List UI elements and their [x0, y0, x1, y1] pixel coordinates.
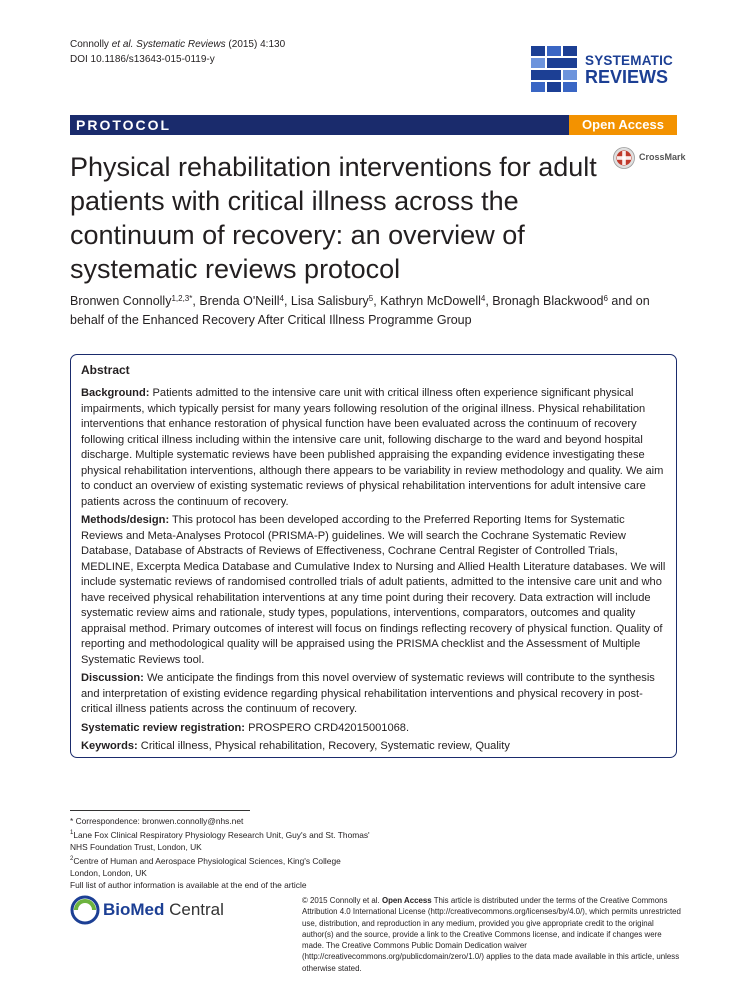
- license-lead: © 2015 Connolly et al.: [302, 896, 382, 905]
- biomed-logo-icon: [70, 895, 100, 925]
- doi-link[interactable]: DOI 10.1186/s13643-015-0119-y: [70, 54, 215, 65]
- background-label: Background:: [81, 387, 150, 399]
- license-text: [302, 895, 682, 974]
- citation-volume: (2015) 4:130: [228, 39, 286, 50]
- citation-etal: et al.: [111, 39, 134, 50]
- biomed-central-logo[interactable]: [70, 893, 230, 927]
- author-info-note: Full list of author information is available at the end of the article: [70, 879, 307, 890]
- affiliation-1: $^1$Lane Fox Clinical Respiratory Physiology Research Unit, Guy's and St. Thomas' NHS Foundation Trust, London, UK: [70, 829, 370, 852]
- crossmark-badge[interactable]: [613, 145, 688, 171]
- license-body: This article is distributed under the terms of the Creative Commons Attribution 4.0 International License (http://creativecommons.org/licenses/by/4.0/), which permits unrestricted use, distribution, and reproduction in any medium, provided you give appropriate credit to the original author(s) and the source, provide a link to the Creative Commons license, and indicate if changes were made. The Creative Commons Public Domain Dedication waiver (http://creativecommons.org/publicdomain/zero/1.0/) applies to the data made available in this article, unless otherwise stated.: [302, 896, 681, 973]
- keywords-text: Critical illness, Physical rehabilitation, Recovery, Systematic review, Quality: [137, 740, 510, 752]
- journal-logo-line1: SYSTEMATIC: [585, 53, 674, 68]
- background-text: Patients admitted to the intensive care unit with critical illness often experience significant physical impairments, which typically persist for many years following resolution of the original illness. Physical rehabilitation interventions that enhance restoration of physical function have been evaluated across the continuum of recovery following critical illness including within the intensive care unit, following discharge to the ward and beyond hospital discharge. Multiple systematic reviews have been published appraising the expanding evidence investigating these physical rehabilitation interventions, although there appears to be variability in review methodology and quality. We aim to conduct an overview of existing systematic reviews of physical rehabilitation interventions for adult intensive care patients across the continuum of recovery.: [81, 387, 664, 508]
- license-open-access-label: Open Access: [381, 896, 432, 905]
- citation-journal: Systematic Reviews: [136, 39, 226, 50]
- methods-text: This protocol has been developed according to the Preferred Reporting Items for Systematic Reviews and Meta-Analyses Protocol (PRISMA-P) guidelines. We will search the Cochrane Systematic Review Database, Database of Abstracts of Reviews of Effectiveness, Cochrane Central Register of Controlled Trials, MEDLINE, Excerpta Medica Database and Cumulative Index to Nursing and Allied Health Literature databases. We will include systematic reviews of randomised controlled trials of adult patients, admitted to the intensive care unit and who have received physical rehabilitation interventions at any time point during their recovery. Data extraction will include systematic review aims and rationale, study types, populations, interventions, comparators, outcomes and quality appraisal method. Primary outcomes of interest will focus on findings reflecting recovery of physical function. Quality of reporting and methodological quality will be appraised using the PRISMA checklist and the Assessment of Multiple Systematic Reviews tool.: [81, 514, 666, 666]
- abstract-discussion: [81, 671, 666, 718]
- correspondence-email[interactable]: * Correspondence: bronwen.connolly@nhs.net: [70, 816, 244, 826]
- author[interactable]: Lisa Salisbury$^5$: [290, 294, 374, 308]
- registration-label: Systematic review registration:: [81, 721, 246, 734]
- discussion-label: Discussion:: [81, 672, 144, 684]
- author[interactable]: Brenda O'Neill$^4$: [199, 294, 284, 308]
- methods-label: Methods/design:: [81, 514, 170, 526]
- author[interactable]: Kathryn McDowell$^4$: [380, 294, 486, 308]
- affiliation-2: $^2$Centre of Human and Aerospace Physiological Sciences, King's College London, London, UK: [70, 855, 341, 878]
- abstract-box: [70, 354, 677, 758]
- article-type-label: PROTOCOL: [76, 117, 172, 133]
- article-type-band: [70, 115, 677, 135]
- author-group: and on behalf of the Enhanced Recovery After Critical Illness Programme Group: [70, 294, 650, 327]
- abstract-methods: [81, 513, 666, 668]
- citation-line: [70, 37, 285, 52]
- journal-logo-line2: REVIEWS: [585, 67, 669, 87]
- open-access-badge[interactable]: Open Access: [569, 115, 677, 135]
- crossmark-label: CrossMark: [639, 152, 686, 162]
- central-text: Central: [164, 900, 224, 919]
- journal-logo-icon: [527, 44, 583, 99]
- journal-logo-text: [585, 52, 673, 86]
- journal-logo[interactable]: [527, 44, 677, 99]
- abstract-background: [81, 386, 666, 510]
- keywords-label: Keywords:: [81, 740, 138, 752]
- biomed-text: BioMed: [103, 900, 165, 919]
- author-list: Bronwen Connolly$^{1,2,3*}$, Brenda O'Neill$^4$, Lisa Salisbury$^5$, Kathryn McDowell$^4$, Bronagh Blackwood$^6$ and on behalf of the Enhanced Recovery After Critical Illness Programme Group: [70, 294, 650, 327]
- discussion-text: We anticipate the findings from this novel overview of systematic reviews will contribute to the synthesis and interpretation of existing evidence regarding physical rehabilitation interventions and physical recovery in post-critical illness patients across the continuum of recovery.: [81, 672, 655, 715]
- abstract-keywords: [81, 739, 666, 755]
- author[interactable]: Bronwen Connolly$^{1,2,3*}$: [70, 294, 193, 308]
- footnotes: [70, 815, 370, 891]
- abstract-registration: [81, 721, 666, 737]
- citation-header: [70, 37, 285, 67]
- abstract-heading: Abstract: [81, 363, 130, 377]
- author[interactable]: Bronagh Blackwood$^6$: [492, 294, 608, 308]
- crossmark-icon: [613, 147, 635, 169]
- registration-text: PROSPERO CRD42015001068.: [245, 721, 410, 734]
- footnote-divider: [70, 810, 250, 811]
- article-title: Physical rehabilitation interventions for adult patients with critical illness across the continuum of recovery: an overview of systematic reviews protocol: [70, 152, 597, 284]
- citation-author: Connolly: [70, 39, 109, 50]
